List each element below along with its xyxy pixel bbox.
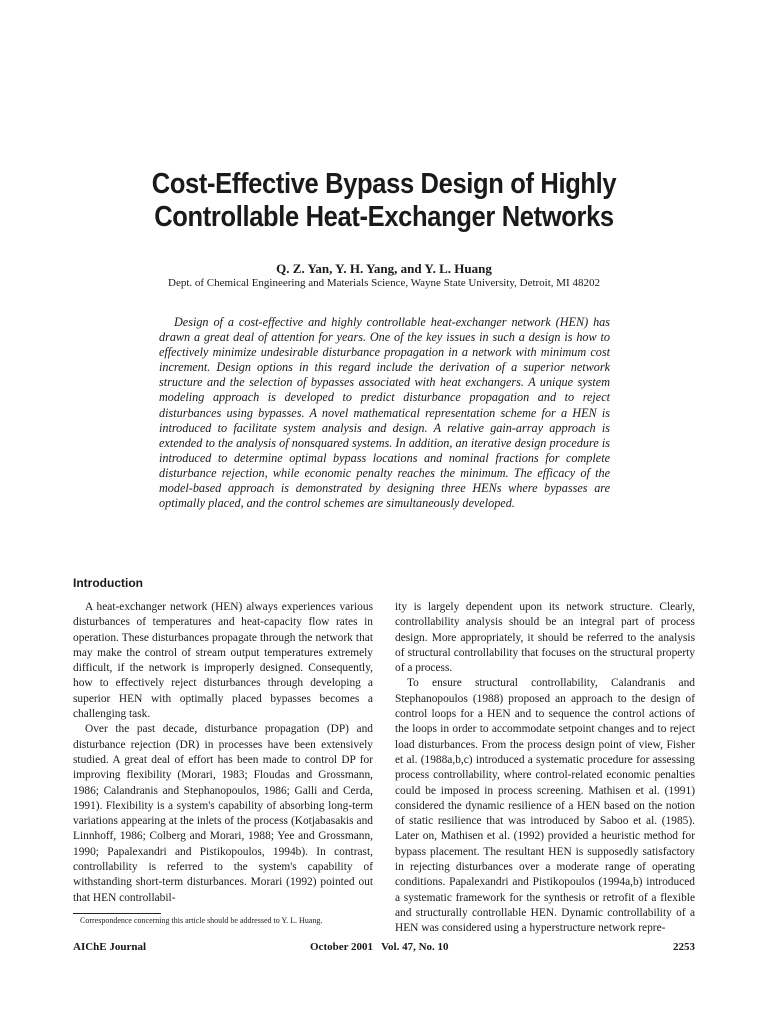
correspondence-footnote: Correspondence concerning this article should be addressed to Y. L. Huang.	[80, 916, 323, 925]
journal-name: AIChE Journal	[73, 941, 147, 953]
footnote-divider	[73, 913, 161, 914]
paper-title: Cost-Effective Bypass Design of Highly Controllable Heat-Exchanger Networks	[151, 168, 617, 233]
section-heading: Introduction	[73, 576, 143, 590]
abstract: Design of a cost-effective and highly controllable heat-exchanger network (HEN) has drawn a great deal of attention for years. One of the key issues in such a design is how to effectively minimize undesirable disturbance propagation in a network with minimum cost increment. Design options in this regard include the derivation of a superior network structure and the selection of bypasses associated with heat exchangers. A unique system modeling approach is developed to predict disturbance propagation and to reject disturbances using bypasses. A novel mathematical representation scheme for a HEN is introduced to facilitate system analysis and design. A relative gain-array approach is extended to the analysis of nonsquared systems. In addition, an iterative design procedure is introduced to determine optimal bypass locations and nominal fractions for complete disturbance rejection, while economic penalty reaches the minimum. The efficacy of the model-based approach is demonstrated by designing three HENs where bypasses are optimally placed, and the control schemes are simultaneously developed.	[159, 315, 610, 511]
author-list: Q. Z. Yan, Y. H. Yang, and Y. L. Huang	[276, 261, 492, 276]
issue-info: October 2001 Vol. 47, No. 10	[310, 941, 449, 953]
page-number: 2253	[673, 941, 695, 953]
body-paragraph: ity is largely dependent upon its network structure. Clearly, controllability analysis should be an integral part of process design. More appropriately, it should be referred to the analysis of structural controllability that focuses on the structural property of a process.	[395, 601, 695, 675]
body-column-left	[73, 600, 373, 906]
body-paragraph: A heat-exchanger network (HEN) always experiences various disturbances of temperatures and heat-capacity flow rates in operation. These disturbances propagate through the network that may make the control of stream output temperatures extremely difficult, if the network is improperly designed. Consequently, how to effectively reject disturbances through developing a superior HEN with optimally placed bypasses becomes a challenging task.	[73, 601, 373, 721]
author-affiliation: Dept. of Chemical Engineering and Materials Science, Wayne State University, Detroit, MI 48202	[168, 277, 600, 289]
body-paragraph: Over the past decade, disturbance propagation (DP) and disturbance rejection (DR) in processes have been extensively studied. A great deal of effort has been made to control DP for improving flexibility (Morari, 1983; Floudas and Grossmann, 1986; Calandranis and Stephanopoulos, 1986; Galli and Cerda, 1991). Flexibility is a system's capability of absorbing long-term variations appearing at the inlets of the process (Kotjabasakis and Linnhoff, 1986; Colberg and Morari, 1988; Yee and Grossmann, 1990; Papalexandri and Pistikopoulos, 1994b). In contrast, controllability is referred to the system's capability of withstanding short-term disturbances. Morari (1992) pointed out that HEN controllabil-	[73, 723, 373, 904]
body-column-right	[395, 600, 695, 937]
body-paragraph: To ensure structural controllability, Calandranis and Stephanopoulos (1988) proposed an approach to the design of control loops for a HEN and to sequence the control actions of the loops in order to accommodate setpoint changes and to reject load disturbances. From the process design point of view, Fisher et al. (1988a,b,c) introduced a systematic procedure for assessing process controllability, where control-related economic penalties could be imposed in process screening. Mathisen et al. (1991) considered the dynamic resilience of a HEN based on the notion of static resilience that was introduced by Saboo et al. (1985). Later on, Mathisen et al. (1992) provided a heuristic method for bypass placement. The resultant HEN is supposedly satisfactory in rejecting disturbances over a moderate range of operating conditions. Papalexandri and Pistikopoulos (1994a,b) introduced a systematic framework for the synthesis or retrofit of a flexible and structurally controllable HEN. Dynamic controllability of a HEN was considered using a hyperstructure network repre-	[395, 677, 695, 935]
page-footer	[73, 941, 695, 955]
